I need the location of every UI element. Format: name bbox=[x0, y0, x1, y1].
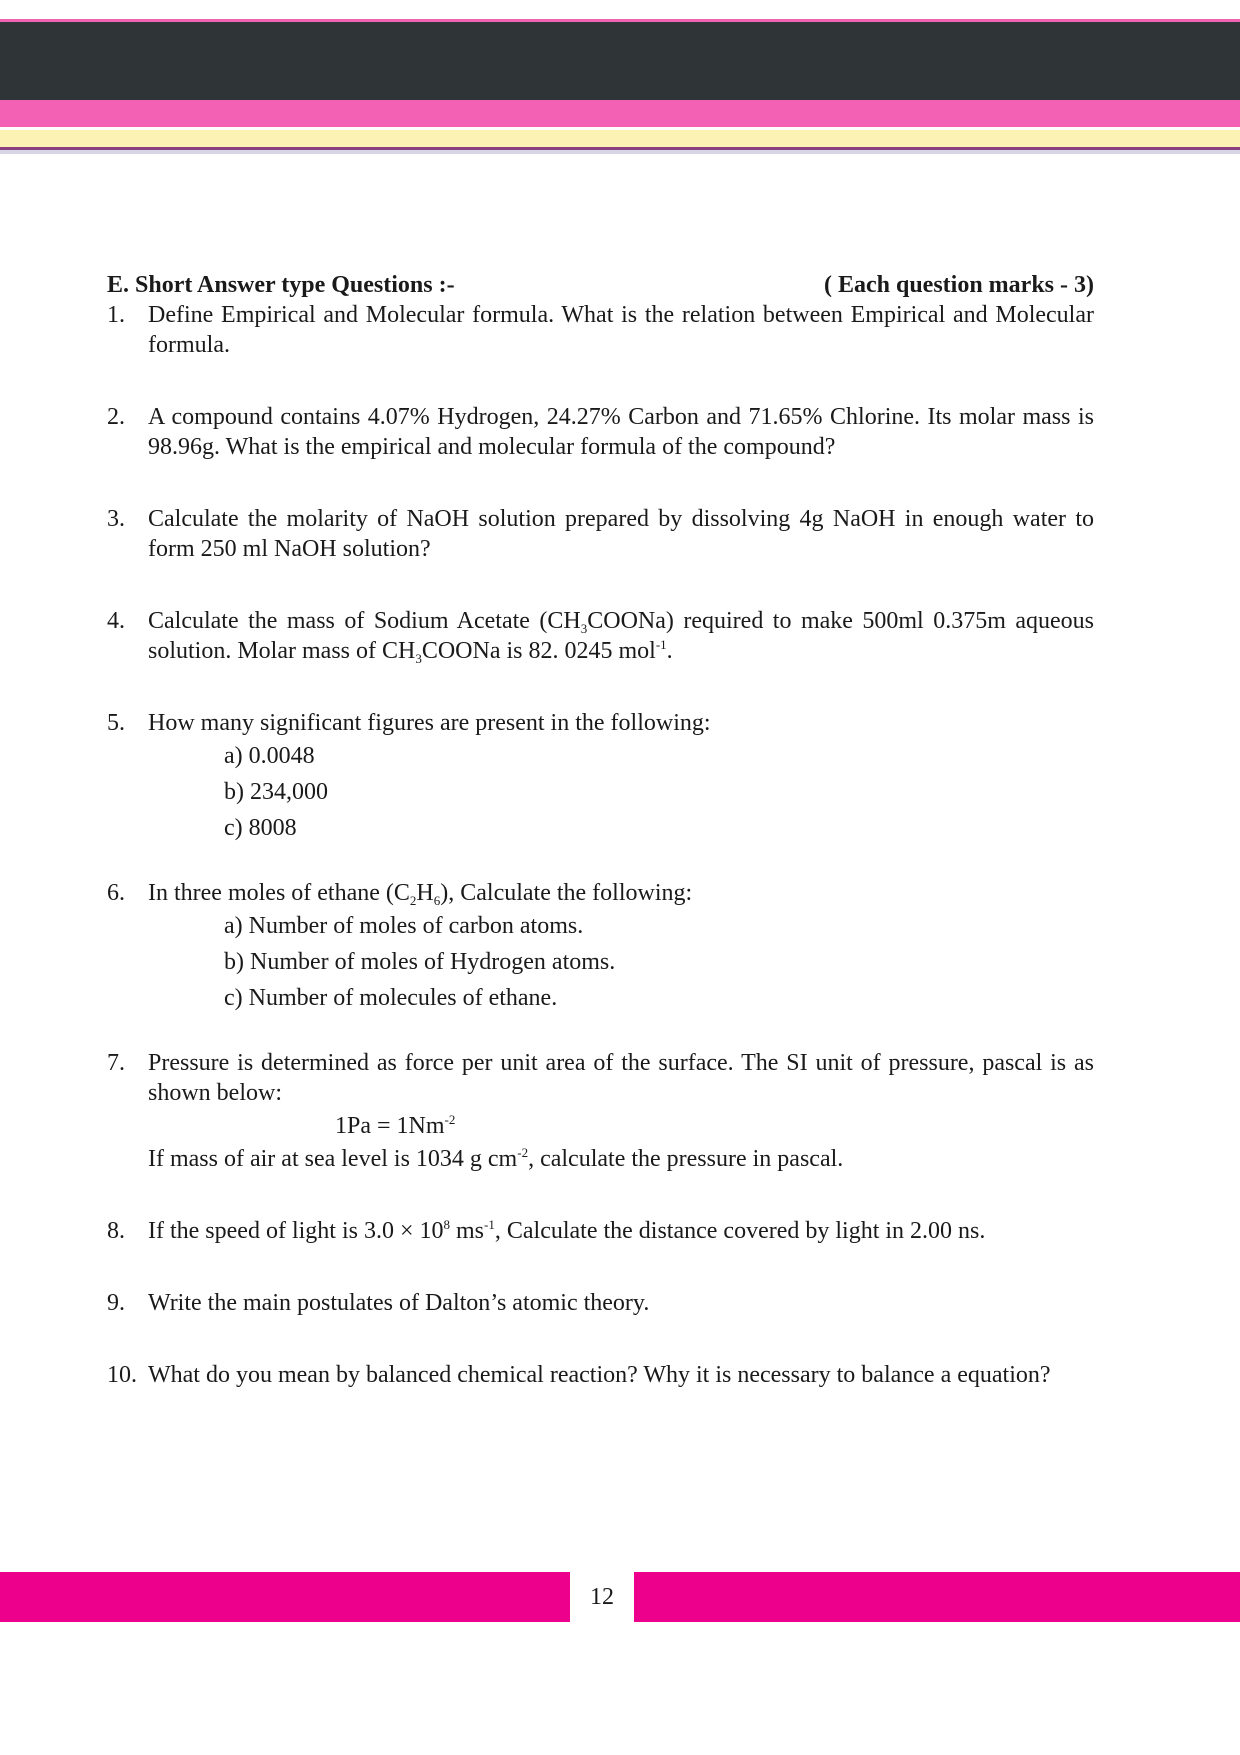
sub-option: b) Number of moles of Hydrogen atoms. bbox=[224, 949, 616, 975]
section-marks: ( Each question marks - 3) bbox=[823, 272, 1094, 298]
question-item bbox=[107, 1216, 1094, 1246]
question-text: Pressure is determined as force per unit area of the surface. The SI unit of pressure, pascal is as shown below: bbox=[148, 1050, 1094, 1106]
question-text: Calculate the mass of Sodium Acetate $(CH_3COONa)$ required to make 500ml 0.375m aqueous solution. Molar mass of $CH_3COONa$ is 82. 0245 mol$^{-1}$. bbox=[148, 608, 1094, 666]
header-dark-band bbox=[0, 22, 1240, 100]
question-text: Calculate the molarity of NaOH solution prepared by dissolving 4g NaOH in enough water to form 250 ml NaOH solution? bbox=[148, 506, 1094, 562]
question-number: 2. bbox=[107, 404, 125, 430]
question-item bbox=[107, 1048, 1094, 1108]
sub-option: c) 8008 bbox=[224, 815, 297, 841]
question-number: 10. bbox=[107, 1362, 137, 1388]
question-text: If the speed of light is $3.0 \times 10^8$ $ms^{-1}$, Calculate the distance covered by light in 2.00 ns. bbox=[148, 1217, 986, 1244]
header-yellow-band bbox=[0, 127, 1240, 147]
question-number: 9. bbox=[107, 1290, 125, 1316]
sub-option: a) 0.0048 bbox=[224, 743, 315, 769]
question-text: In three moles of ethane $(C_2H_6)$, Calculate the following: bbox=[148, 880, 693, 908]
footer-bar-right bbox=[634, 1572, 1240, 1622]
sub-options bbox=[107, 738, 1094, 846]
question-number: 1. bbox=[107, 302, 125, 328]
question-number: 6. bbox=[107, 880, 125, 906]
question-number: 4. bbox=[107, 608, 125, 634]
question-number: 3. bbox=[107, 506, 125, 532]
question-section bbox=[107, 270, 1094, 1390]
formula-line: $1Pa = 1Nm^{-2}$ bbox=[335, 1112, 456, 1139]
question-number: 5. bbox=[107, 710, 125, 736]
question-text: How many significant figures are present in the following: bbox=[148, 710, 711, 736]
question-text: A compound contains 4.07% Hydrogen, 24.27% Carbon and 71.65% Chlorine. Its molar mass is 98.96g. What is the empirical and molecular formula of the compound? bbox=[148, 404, 1094, 460]
sub-option: a) Number of moles of carbon atoms. bbox=[224, 913, 584, 939]
question-item bbox=[107, 606, 1094, 666]
question-followup: If mass of air at sea level is 1034 g $cm^{-2}$, calculate the pressure in pascal. bbox=[148, 1145, 844, 1172]
header-shadow-line bbox=[0, 150, 1240, 154]
section-title: E. Short Answer type Questions :- bbox=[107, 272, 455, 298]
sub-options bbox=[107, 908, 1094, 1016]
sub-option: b) 234,000 bbox=[224, 779, 328, 805]
question-item bbox=[107, 878, 1094, 908]
question-text: Define Empirical and Molecular formula. What is the relation between Empirical and Molecular formula. bbox=[148, 302, 1094, 358]
sub-option: c) Number of molecules of ethane. bbox=[224, 985, 558, 1011]
question-number: 8. bbox=[107, 1218, 125, 1244]
question-item bbox=[107, 1288, 1094, 1318]
page-number: 12 bbox=[590, 1584, 614, 1610]
question-text: Write the main postulates of Dalton’s atomic theory. bbox=[148, 1290, 650, 1316]
question-item bbox=[107, 708, 1094, 738]
question-item bbox=[107, 504, 1094, 564]
header-pink-band bbox=[0, 100, 1240, 127]
footer-bar-left bbox=[0, 1572, 570, 1622]
question-item bbox=[107, 1360, 1094, 1390]
question-number: 7. bbox=[107, 1050, 125, 1076]
question-item bbox=[107, 300, 1094, 360]
section-header bbox=[107, 270, 1094, 300]
question-item bbox=[107, 402, 1094, 462]
question-text: What do you mean by balanced chemical reaction? Why it is necessary to balance a equation? bbox=[148, 1362, 1051, 1388]
